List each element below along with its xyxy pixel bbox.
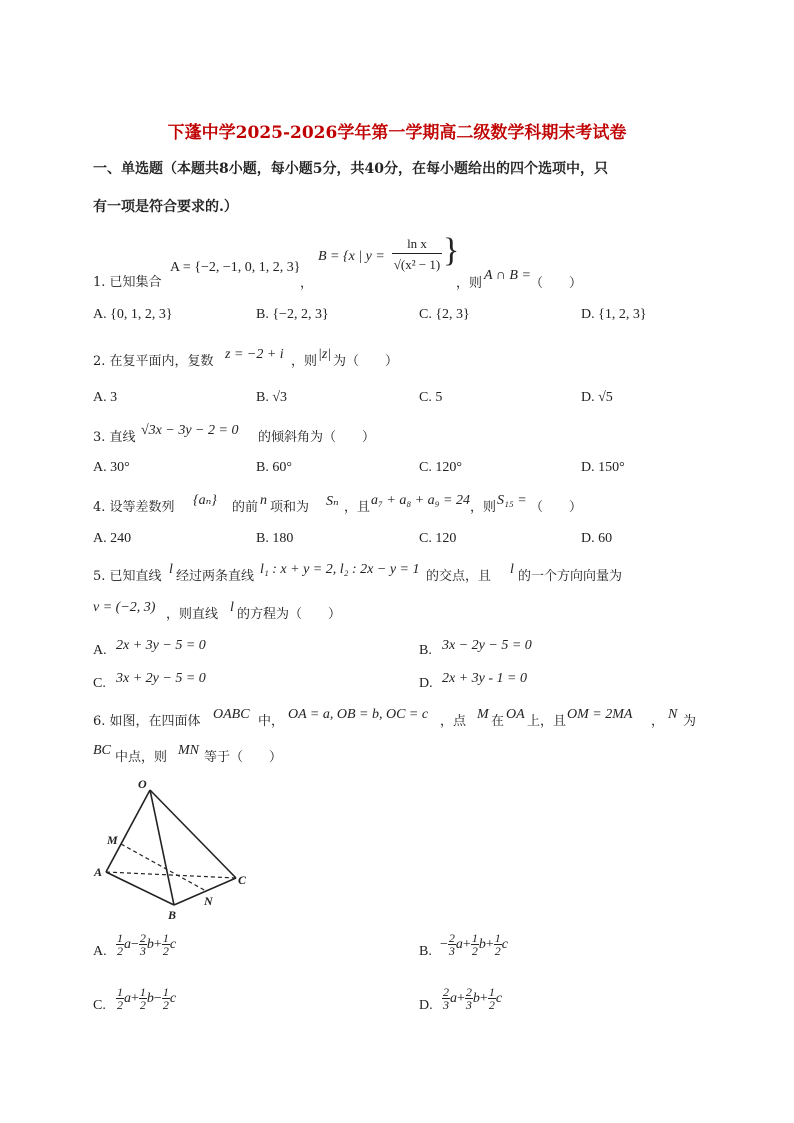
q1-set-a: A = {−2, −1, 0, 1, 2, 3} (170, 260, 301, 275)
edge-ac-dashed (106, 872, 236, 878)
q6-m: M (477, 707, 489, 722)
q6-mid5: ， (651, 714, 665, 729)
q5-option-b[interactable]: 3x − 2y − 5 = 0 (442, 638, 532, 653)
q1-set-b-num: ln x (407, 236, 427, 251)
q3-suffix: 的倾斜角为（ ） (258, 430, 376, 445)
q6-oabc: OABC (213, 707, 250, 722)
q5-option-d[interactable]: 2x + 3y - 1 = 0 (442, 671, 527, 686)
q5-letter-b[interactable]: B. (419, 643, 432, 658)
q1-frac-bar (392, 253, 442, 254)
q5-mid4: ，则直线 (166, 607, 219, 622)
q2-option-d[interactable]: D. √5 (581, 390, 613, 405)
q5-end: 的方程为（ ） (237, 607, 342, 622)
q3-option-a[interactable]: A. 30° (93, 460, 130, 475)
label-m: M (107, 833, 118, 847)
q1-stem-prefix: 1. 已知集合 (93, 275, 162, 290)
q1-option-c[interactable]: C. {2, 3} (419, 307, 470, 322)
q5-vec: v = (−2, 3) (93, 600, 156, 615)
q4-mid3: ，且 (344, 500, 371, 515)
q4-sn: Sₙ (326, 494, 339, 509)
q6-option-d[interactable]: $\frac{2}{3}$ a+ $\frac{2}{3}$ b+ $\frac{1}{2}$ c (443, 985, 503, 1012)
q5-mid1: 经过两条直线 (176, 569, 255, 584)
q4-n: n (260, 493, 267, 508)
label-b: B (168, 908, 177, 922)
q6-letter-c[interactable]: C. (93, 998, 106, 1013)
q5-l: l (169, 562, 173, 577)
q6-cond: OM = 2MA (567, 707, 633, 722)
q3-option-b[interactable]: B. 60° (256, 460, 292, 475)
q6-n: N (668, 707, 678, 722)
q1-option-b[interactable]: B. {−2, 2, 3} (256, 307, 329, 322)
edge-oa (106, 790, 150, 872)
q5-mid2: 的交点，且 (426, 569, 492, 584)
q1-paren: （ ） (530, 276, 583, 291)
q4-option-c[interactable]: C. 120 (419, 531, 457, 546)
edge-ob (150, 790, 174, 905)
q6-mid4: 上，且 (527, 714, 567, 729)
q6-bc: BC (93, 743, 111, 758)
q4-seq: {aₙ} (193, 493, 217, 508)
q1-stem-suffix: ，则 (456, 276, 483, 291)
q6-option-a[interactable]: $\frac{1}{2}$ a− $\frac{2}{3}$ b+ $\frac{1}{2}$ c (117, 931, 177, 958)
q4-option-b[interactable]: B. 180 (256, 531, 294, 546)
q3-expr: √3x − 3y − 2 = 0 (141, 423, 239, 438)
q6-letter-a[interactable]: A. (93, 944, 107, 959)
q2-expr: z = −2 + i (225, 347, 284, 362)
q6-mid2: ，点 (440, 714, 467, 729)
q2-abs: |z| (318, 347, 332, 362)
q1-option-a[interactable]: A. {0, 1, 2, 3} (93, 307, 173, 322)
q6-end: 等于（ ） (204, 750, 283, 765)
q3-prefix: 3. 直线 (93, 430, 136, 445)
q1-sep: ， (300, 276, 314, 291)
q1-set-b-left: B = {x | y = (318, 249, 385, 264)
section-heading-line1: 一、单选题（本题共8小题，每小题5分，共40分，在每小题给出的四个选项中，只 (93, 161, 608, 177)
q6-mid1: 中， (258, 714, 285, 729)
q2-option-b[interactable]: B. √3 (256, 390, 288, 405)
q1-option-d[interactable]: D. {1, 2, 3} (581, 307, 647, 322)
q6-letter-b[interactable]: B. (419, 944, 432, 959)
q4-mid4: ，则 (470, 500, 497, 515)
section-heading-line2: 有一项是符合要求的.） (93, 199, 238, 215)
q6-mid6: 为 (683, 714, 697, 729)
q4-mid2: 项和为 (270, 500, 310, 515)
q1-set-b-den: √(x² − 1) (393, 257, 441, 272)
q5-l2: l (510, 562, 514, 577)
q2-stem: 2. 在复平面内，复数 (93, 354, 214, 369)
q4-option-a[interactable]: A. 240 (93, 531, 132, 546)
q5-letter-d[interactable]: D. (419, 676, 433, 691)
q5-letter-a[interactable]: A. (93, 643, 107, 658)
q5-mid3: 的一个方向向量为 (518, 569, 623, 584)
q5-option-c[interactable]: 3x + 2y − 5 = 0 (116, 671, 206, 686)
q6-option-c[interactable]: $\frac{1}{2}$ a+ $\frac{1}{2}$ b− $\frac{1}{2}$ c (117, 985, 177, 1012)
q6-vecs: OA = a, OB = b, OC = c (288, 707, 429, 722)
q6-letter-d[interactable]: D. (419, 998, 433, 1013)
q4-option-d[interactable]: D. 60 (581, 531, 613, 546)
edge-ab (106, 872, 174, 905)
q6-mn: MN (178, 743, 199, 758)
q2-mid: ，则 (291, 354, 318, 369)
q3-option-c[interactable]: C. 120° (419, 460, 462, 475)
q5-lines: l₁ : x + y = 2, l₂ : 2x − y = 1 (260, 562, 420, 577)
q4-prefix: 4. 设等差数列 (93, 500, 175, 515)
q4-paren: （ ） (530, 500, 583, 515)
q5-l3: l (230, 600, 234, 615)
label-n: N (204, 894, 213, 908)
q2-option-a[interactable]: A. 3 (93, 390, 118, 405)
q5-prefix: 5. 已知直线 (93, 569, 162, 584)
q6-mid7: 中点，则 (115, 750, 168, 765)
q4-mid1: 的前 (232, 500, 259, 515)
q1-set-b-right: } (443, 232, 460, 269)
q6-option-b[interactable]: − $\frac{2}{3}$ a+ $\frac{1}{2}$ b+ $\frac{1}{2}$ c (440, 931, 508, 958)
q6-oa: OA (506, 707, 525, 722)
page-title: 下蓬中学2025-2026学年第一学期高二级数学科期末考试卷 (167, 123, 627, 143)
tetrahedron-figure (88, 772, 258, 922)
q2-option-c[interactable]: C. 5 (419, 390, 443, 405)
edge-oc (150, 790, 236, 878)
q2-suffix: 为（ ） (333, 354, 399, 369)
label-o: O (138, 777, 147, 791)
q5-letter-c[interactable]: C. (93, 676, 106, 691)
label-a: A (94, 865, 103, 879)
q5-option-a[interactable]: 2x + 3y − 5 = 0 (116, 638, 206, 653)
q4-cond: a₇ + a₈ + a₉ = 24 (371, 493, 470, 508)
q6-mid3: 在 (491, 714, 505, 729)
q6-prefix: 6. 如图，在四面体 (93, 714, 201, 729)
q3-option-d[interactable]: D. 150° (581, 460, 625, 475)
label-c: C (238, 873, 247, 887)
q1-expr: A ∩ B = (484, 268, 531, 283)
q4-ask: S₁₅ = (497, 493, 527, 508)
